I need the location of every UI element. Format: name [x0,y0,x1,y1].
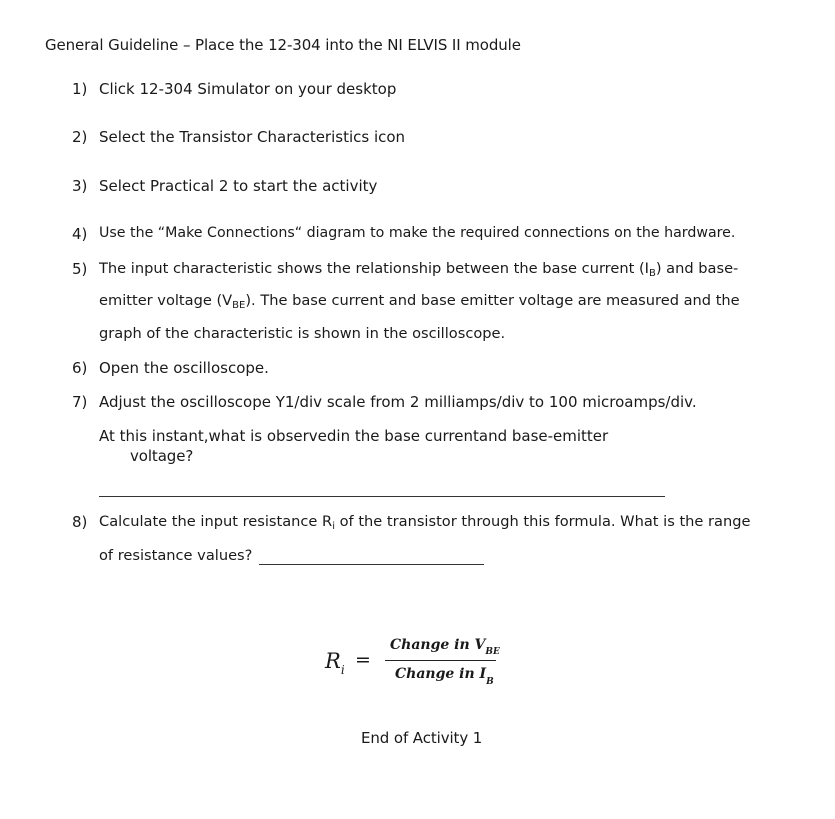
step-7-text: Adjust the oscilloscope Y1/div scale from 2 milliamps/div to 100 microamps/div. [99,393,697,411]
step-6-number: 6) [72,359,88,377]
end-of-activity: End of Activity 1 [361,729,483,747]
formula-lhs: $R_i$ [325,649,345,677]
step-5-line-2: emitter voltage $(V_{BE})$. The base current and base emitter voltage are measured and the [99,292,740,311]
step-6-text: Open the oscilloscope. [99,359,269,377]
step-1-number: 1) [72,80,88,98]
page-heading: General Guideline – Place the 12-304 into the NI ELVIS II module [45,36,521,54]
step-4-text: Use the “Make Connections“ diagram to make the required connections on the hardware. [99,225,736,241]
formula-equals: = [355,649,371,671]
answer-blank-line[interactable] [99,496,665,497]
step-2-text: Select the Transistor Characteristics icon [99,128,406,146]
step-1-text: Click 12-304 Simulator on your desktop [99,80,397,98]
step-3-number: 3) [72,177,88,195]
formula-numerator: Change in $V_{BE}$ [390,637,500,657]
fraction-bar [385,660,496,661]
step-5-line-1: The input characteristic shows the relationship between the base current $(I_B)$ and base- [99,260,739,279]
resistance-formula [325,635,500,695]
step-3-text: Select Practical 2 to start the activity [99,177,378,195]
step-5-line-3: graph of the characteristic is shown in the oscilloscope. [99,325,506,342]
question-line-1: At this instant,what is observedin the base currentand base-emitter [99,427,609,445]
step-4-number: 4) [72,225,88,243]
step-2-number: 2) [72,128,88,146]
formula-denominator: Change in $I_B$ [395,666,494,687]
step-7-number: 7) [72,393,88,411]
step-8-line-2: of resistance values? [99,547,253,564]
step-8-line-1: Calculate the input resistance $R_i$ of the transistor through this formula. What is the range [99,513,751,532]
step-5-number: 5) [72,260,88,278]
resistance-blank-line[interactable] [259,564,484,565]
step-8-number: 8) [72,513,88,531]
question-line-2: voltage? [130,447,194,465]
